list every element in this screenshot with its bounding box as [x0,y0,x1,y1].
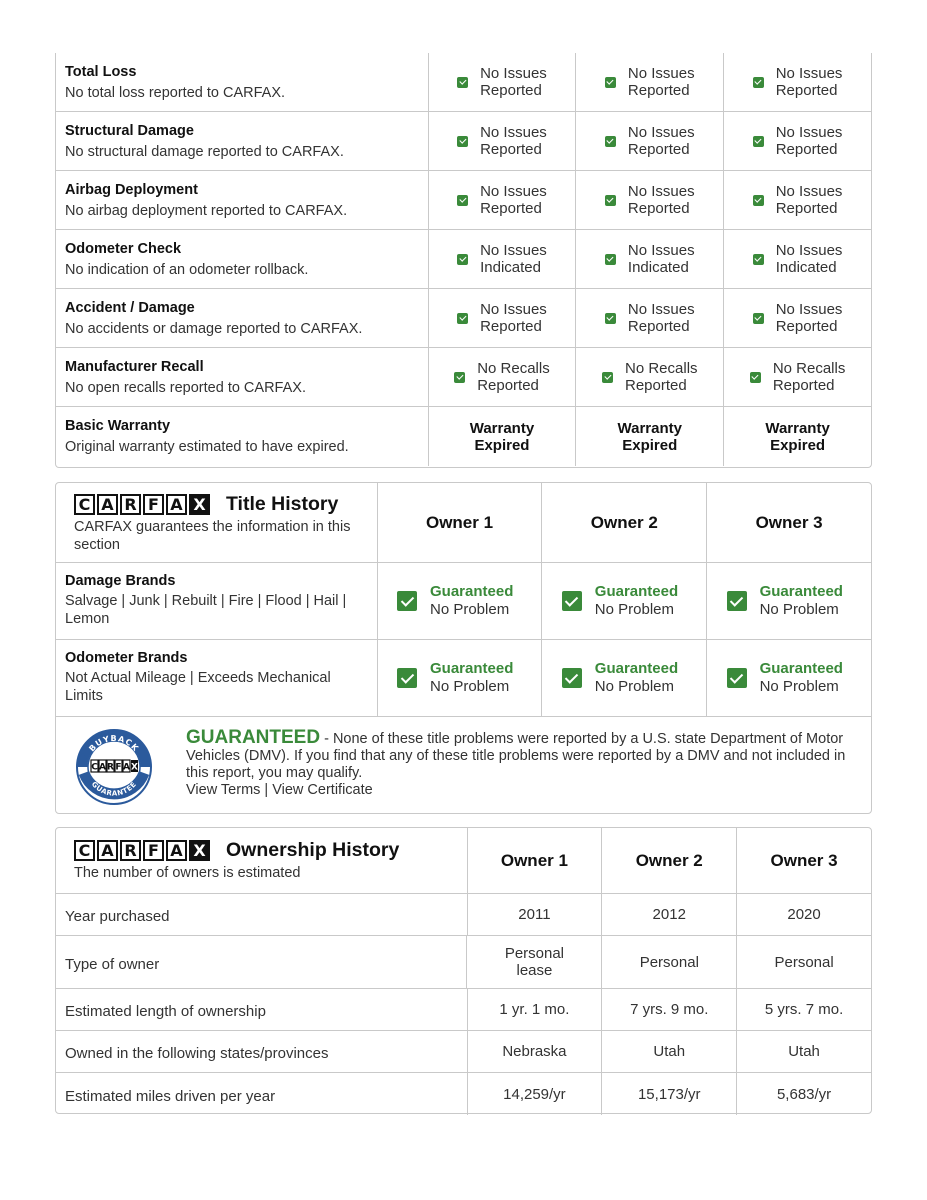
owner-1-value: Personal lease [466,936,601,988]
check-icon [562,668,582,688]
owner-1-value: 1 yr. 1 mo. [467,989,602,1030]
check-icon [727,668,747,688]
owner-2-value: Utah [601,1031,736,1072]
guaranteed-label: Guaranteed [594,660,679,677]
owner-2-guarantee [541,640,706,716]
guaranteed-label: Guaranteed [430,583,514,600]
guaranteed-label: Guaranteed [430,660,514,677]
owner-3-status [723,171,871,229]
warranty-line-2: Expired [474,436,530,454]
history-row-odometer-check [56,230,871,289]
owner-2-status [575,289,723,347]
no-problem-label: No Problem [430,678,510,695]
title-row-damage-brands [56,563,871,640]
owner-2-status [575,348,723,406]
svg-text:C: C [91,762,98,773]
owner-3-guarantee [706,640,871,716]
guarantee-links[interactable]: View Terms | View Certificate [186,782,373,798]
ownership-row-type-of-owner [56,936,871,989]
check-icon [457,254,468,265]
buyback-guarantee-box [56,717,871,811]
owner-3-status [723,348,871,406]
row-title: Odometer Check [65,241,182,257]
status-line-2: Reported [625,377,687,394]
no-problem-label: No Problem [594,601,674,618]
guaranteed-label: Guaranteed [759,583,843,600]
status-line-2: Reported [627,141,690,158]
owner-1-value: 2011 [467,894,602,935]
status-line-1: No Issues [480,183,547,200]
title-row-odometer-brands [56,640,871,717]
row-description: Salvage | Junk | Rebuilt | Fire | Flood | Hail | Lemon [65,593,347,627]
check-icon [457,77,468,88]
row-label: Year purchased [65,908,170,925]
owner-3-status [723,53,871,111]
owner-2-status [575,53,723,111]
owner-2-status [575,171,723,229]
owner-1-status [428,230,576,288]
owner-1-status [428,112,576,170]
owner-1-header: Owner 1 [467,828,602,893]
guaranteed-label: Guaranteed [759,660,843,677]
owner-3-value: 5 yrs. 7 mo. [736,989,871,1030]
owner-3-status [723,230,871,288]
status-line-1: No Issues [627,183,695,200]
section-title: Ownership History [226,839,400,861]
row-title: Airbag Deployment [65,182,198,198]
owner-2-header: Owner 2 [601,828,736,893]
status-line-1: No Issues [627,242,695,259]
check-icon [753,77,764,88]
owner-2-status [575,112,723,170]
row-title: Basic Warranty [65,418,171,434]
owner-1-status [428,171,576,229]
owner-3-header: Owner 3 [706,483,871,562]
guarantee-text [186,727,856,811]
row-title: Odometer Brands [65,650,188,666]
owner-2-status [575,230,723,288]
owner-2-warranty [575,407,723,466]
svg-text:X: X [131,762,138,773]
check-icon [750,372,761,383]
no-problem-label: No Problem [759,678,839,695]
check-icon [602,372,613,383]
status-line-2: Indicated [775,259,837,276]
svg-text:A: A [99,762,106,773]
no-problem-label: No Problem [430,601,510,618]
check-icon [562,591,582,611]
check-icon [605,136,616,147]
check-icon [605,254,616,265]
buyback-guarantee-seal [74,727,154,807]
check-icon [457,195,468,206]
owner-3-value: 2020 [736,894,871,935]
seal-bottom-text: GUARANTEE [89,780,139,798]
history-row-manufacturer-recall [56,348,871,407]
status-line-2: Reported [772,377,835,394]
owner-3-status [723,289,871,347]
warranty-line-1: Warranty [469,419,535,437]
svg-text:A: A [123,762,130,773]
row-label: Estimated miles driven per year [65,1087,276,1105]
owner-3-value: Utah [736,1031,871,1072]
owner-3-header: Owner 3 [736,828,871,893]
owner-1-status [428,53,576,111]
history-row-structural-damage [56,112,871,171]
status-line-1: No Recalls [477,360,550,377]
status-line-1: No Issues [775,124,843,141]
history-row-total-loss [56,53,871,112]
status-line-1: No Issues [775,65,843,82]
warranty-line-1: Warranty [617,419,682,437]
row-description: Not Actual Mileage | Exceeds Mechanical Limits [65,670,331,704]
history-row-basic-warranty [56,407,871,466]
row-description: No accidents or damage reported to CARFAX. [65,321,363,337]
row-label: Estimated length of ownership [65,1003,266,1020]
owner-2-value: 15,173/yr [601,1073,736,1115]
owner-2-value: 2012 [601,894,736,935]
ownership-history-header [56,828,871,894]
owner-1-guarantee [377,563,542,639]
row-title: Damage Brands [65,573,176,589]
check-icon [753,313,764,324]
owner-1-header: Owner 1 [377,483,542,562]
status-line-1: No Issues [775,183,843,200]
seal-graphic [74,727,154,807]
check-icon [605,313,616,324]
check-icon [753,195,764,206]
row-label: Type of owner [65,955,160,973]
carfax-logo: C A R F A X [74,494,210,515]
owner-3-guarantee [706,563,871,639]
title-history-section [55,482,872,814]
status-line-1: No Issues [480,124,547,141]
row-title: Total Loss [65,64,137,80]
status-line-2: Reported [775,200,838,217]
check-icon [454,372,465,383]
row-description: Original warranty estimated to have expired. [65,439,349,455]
status-line-2: Reported [775,141,838,158]
history-row-accident-damage [56,289,871,348]
row-description: No total loss reported to CARFAX. [65,85,286,101]
owner-2-header: Owner 2 [541,483,706,562]
status-line-2: Reported [627,82,690,99]
owner-1-value: 14,259/yr [467,1073,602,1115]
title-history-header [56,483,871,563]
owner-3-warranty [723,407,871,466]
ownership-row-year-purchased [56,894,871,936]
svg-text:R: R [107,762,114,773]
status-line-2: Reported [480,200,542,217]
status-line-2: Reported [627,318,690,335]
status-line-1: No Issues [480,301,547,318]
section-subtitle: CARFAX guarantees the information in this section [74,519,351,553]
owner-2-value: Personal [601,936,736,988]
section-title: Title History [226,493,339,515]
no-problem-label: No Problem [594,678,674,695]
status-line-1: No Issues [627,124,695,141]
status-line-2: Indicated [480,259,541,276]
status-line-1: No Issues [775,242,843,259]
status-line-2: Reported [480,82,542,99]
carfax-logo: C A R F A X [74,840,210,861]
vehicle-history-table [55,53,872,468]
check-icon [457,313,468,324]
row-title: Manufacturer Recall [65,359,204,375]
status-line-2: Reported [775,82,838,99]
ownership-row-miles-per-year [56,1073,871,1115]
svg-text:F: F [115,762,122,773]
status-line-2: Reported [775,318,838,335]
owner-1-value: Nebraska [467,1031,602,1072]
status-line-1: No Issues [480,65,547,82]
guaranteed-headline: GUARANTEED [186,727,321,748]
check-icon [605,77,616,88]
row-title: Structural Damage [65,123,194,139]
row-description: No open recalls reported to CARFAX. [65,380,306,396]
owner-1-status [428,289,576,347]
status-line-2: Reported [627,200,690,217]
check-icon [753,136,764,147]
status-line-2: Reported [480,141,542,158]
status-line-2: Reported [480,318,542,335]
guarantee-body: - None of these title problems were reported by a U.S. state Department of Motor Vehicles (DMV). If you find that any of these title problems were reported by a DMV and not included in this report, you may qualify. [186,731,846,781]
status-line-2: Indicated [627,259,689,276]
owner-1-guarantee [377,640,542,716]
ownership-row-states [56,1031,871,1073]
ownership-row-length [56,989,871,1031]
check-icon [457,136,468,147]
ownership-history-section [55,827,872,1114]
section-subtitle: The number of owners is estimated [74,865,301,881]
owner-3-status [723,112,871,170]
status-line-1: No Recalls [625,360,698,377]
owner-3-value: Personal [736,936,871,988]
warranty-line-1: Warranty [765,419,830,437]
check-icon [397,668,417,688]
row-description: No structural damage reported to CARFAX. [65,144,344,160]
status-line-1: No Issues [775,301,843,318]
warranty-line-2: Expired [622,436,678,454]
check-icon [397,591,417,611]
row-description: No airbag deployment reported to CARFAX. [65,203,348,219]
row-title: Accident / Damage [65,300,195,316]
status-line-1: No Issues [627,301,695,318]
status-line-1: No Issues [480,242,547,259]
owner-2-guarantee [541,563,706,639]
row-description: No indication of an odometer rollback. [65,262,309,278]
guaranteed-label: Guaranteed [594,583,679,600]
warranty-line-2: Expired [770,436,826,454]
check-icon [605,195,616,206]
owner-3-value: 5,683/yr [736,1073,871,1115]
check-icon [753,254,764,265]
history-row-airbag-deployment [56,171,871,230]
seal-top-text: BUYBACK [87,733,141,754]
status-line-1: No Issues [627,65,695,82]
status-line-2: Reported [477,377,539,394]
no-problem-label: No Problem [759,601,839,618]
owner-2-value: 7 yrs. 9 mo. [601,989,736,1030]
owner-1-warranty [428,407,576,466]
check-icon [727,591,747,611]
row-label: Owned in the following states/provinces [65,1045,329,1062]
owner-1-status [428,348,576,406]
status-line-1: No Recalls [772,360,846,377]
